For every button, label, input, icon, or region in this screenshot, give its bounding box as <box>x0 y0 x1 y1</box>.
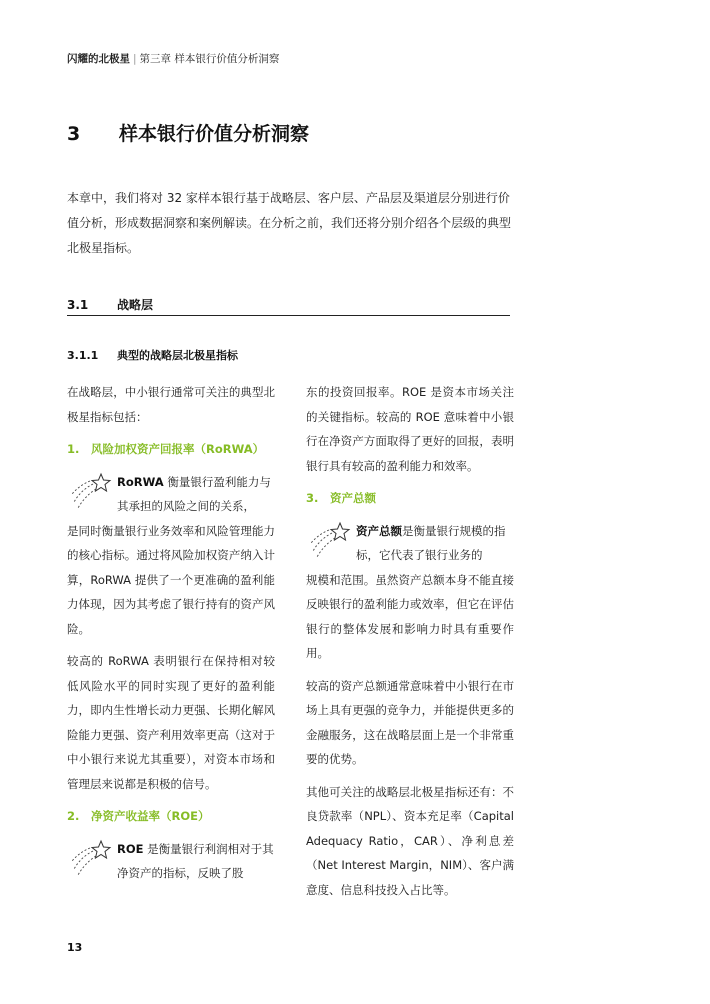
item-number: 2. <box>67 809 80 823</box>
item-heading-roe <box>67 804 275 829</box>
item-heading-rorwa <box>67 437 275 462</box>
paragraph: 是同时衡量银行业务效率和风险管理能力的核心指标。通过将风险加权资产纳入计算，RoRWA 提供了一个更准确的盈利能力体现，因为其考虑了银行持有的资产风险。 <box>67 523 275 636</box>
section-title: 战略层 <box>117 298 154 312</box>
kpi-description: 是衡量银行利润相对于其净资产的指标，反映了股 <box>117 841 274 880</box>
kpi-block-roe <box>67 837 275 886</box>
paragraph: 在战略层，中小银行通常可关注的典型北极星指标包括： <box>67 385 275 424</box>
header-chapter-ref: 第三章 样本银行价值分析洞察 <box>139 53 280 65</box>
item-number: 1. <box>67 442 80 456</box>
subsection-number: 3.1.1 <box>67 349 99 362</box>
kpi-description: 是衡量银行规模的指标，它代表了银行业务的 <box>356 523 506 562</box>
running-header <box>67 51 279 66</box>
section-divider <box>67 315 510 316</box>
paragraph: 较高的 RoRWA 表明银行在保持相对较低风险水平的同时实现了更好的盈利能力，即内生性增长动力更强、长期化解风险能力更强、资产利用效率更高（这对于中小银行来说尤其重要），对资本市场和管理层来说都是积极的信号。 <box>67 654 275 791</box>
chapter-heading <box>67 119 309 146</box>
subsection-title: 典型的战略层北极星指标 <box>117 349 238 362</box>
section-number: 3.1 <box>67 298 89 312</box>
kpi-block-rorwa <box>67 470 275 519</box>
item-title: 净资产收益率（ROE） <box>91 809 210 823</box>
header-separator: | <box>133 53 137 65</box>
item-number: 3. <box>306 491 319 505</box>
paragraph: 其他可关注的战略层北极星指标还有：不良贷款率（NPL）、资本充足率（Capital Adequacy Ratio，CAR）、净利息差（Net Interest Margin，NIM）、客户满意度、信息科技投入占比等。 <box>306 784 514 897</box>
paragraph: 规模和范围。虽然资产总额本身不能直接反映银行的盈利能力或效率，但它在评估银行的整体发展和影响力时具有重要作用。 <box>306 572 514 660</box>
item-title: 风险加权资产回报率（RoRWA） <box>91 442 265 456</box>
header-brand: 闪耀的北极星 <box>67 53 130 65</box>
kpi-text <box>117 837 275 886</box>
item-heading-total-assets <box>306 486 514 511</box>
shooting-star-icon <box>306 519 356 565</box>
shooting-star-icon <box>67 837 117 883</box>
kpi-description: 衡量银行盈利能力与其承担的风险之间的关系， <box>117 474 271 513</box>
paragraph: 东的投资回报率。ROE 是资本市场关注的关键指标。较高的 ROE 意味着中小银行在净资产方面取得了更好的回报，表明银行具有较高的盈利能力和效率。 <box>306 385 514 473</box>
kpi-term: ROE <box>117 841 144 856</box>
subsection-heading <box>67 347 238 363</box>
left-column <box>67 380 275 886</box>
chapter-intro: 本章中，我们将对 32 家样本银行基于战略层、客户层、产品层及渠道层分别进行价值分析，形成数据洞察和案例解读。在分析之前，我们还将分别介绍各个层级的典型北极星指标。 <box>67 191 512 255</box>
kpi-text <box>117 470 275 519</box>
kpi-term: RoRWA <box>117 474 164 489</box>
shooting-star-icon <box>67 470 117 516</box>
right-column <box>306 380 514 910</box>
kpi-term: 资产总额 <box>356 523 402 538</box>
item-title: 资产总额 <box>330 491 376 505</box>
chapter-title: 样本银行价值分析洞察 <box>119 123 310 145</box>
page-number: 13 <box>67 941 83 954</box>
kpi-text <box>356 519 514 568</box>
section-heading <box>67 296 153 313</box>
paragraph: 较高的资产总额通常意味着中小银行在市场上具有更强的竞争力，并能提供更多的金融服务，这在战略层面上是一个非常重要的优势。 <box>306 678 514 766</box>
chapter-number: 3 <box>67 123 81 145</box>
kpi-block-total-assets <box>306 519 514 568</box>
